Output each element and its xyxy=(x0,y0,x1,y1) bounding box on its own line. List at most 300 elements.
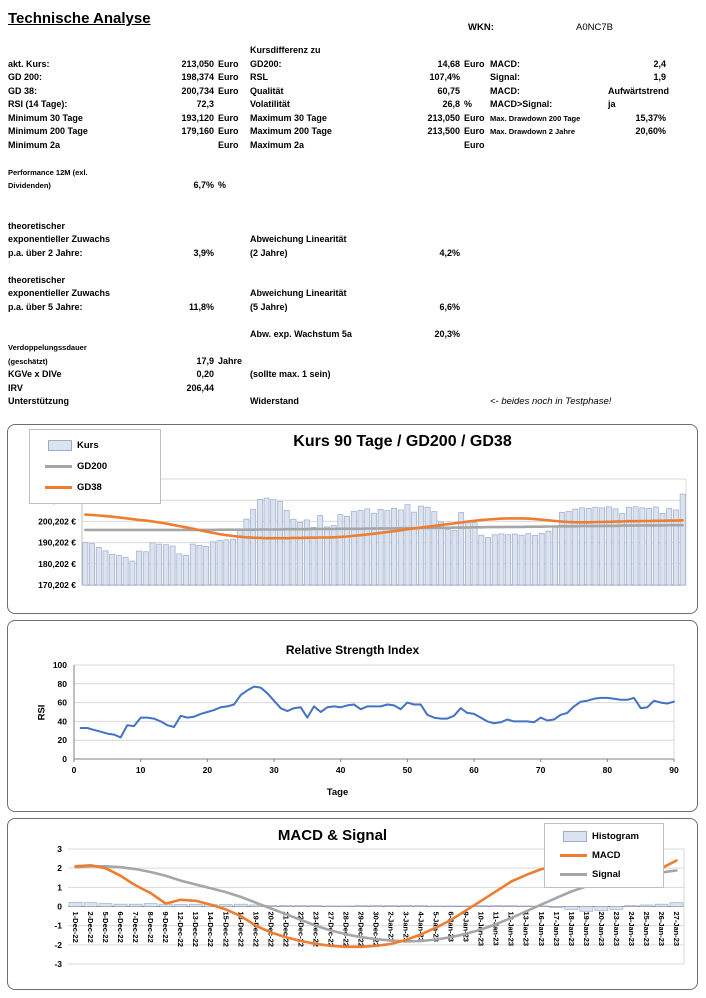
stats-row xyxy=(8,355,704,369)
stats-cell xyxy=(460,193,490,207)
y-tick-label: 190,202 € xyxy=(38,537,76,548)
stats-cell xyxy=(608,166,666,180)
x-date-label: 21-Dec-22 xyxy=(281,911,291,947)
stats-cell xyxy=(460,85,490,99)
stats-cell xyxy=(608,206,666,220)
x-date-label: 25-Jan-23 xyxy=(641,911,651,947)
stats-cell: KGVe x DIVe xyxy=(8,369,62,379)
stats-cell xyxy=(214,206,250,220)
stats-cell: 72,3 xyxy=(196,99,214,109)
x-date-label: 28-Dec-22 xyxy=(341,911,351,947)
stats-row xyxy=(8,395,704,409)
stats-cell: p.a. über 5 Jahre: xyxy=(8,301,83,312)
x-date-label: 7-Dec-22 xyxy=(131,911,141,943)
legend-label: Histogram xyxy=(592,831,639,842)
stats-cell: GD 38: xyxy=(8,85,38,96)
macd-x-axis-labels xyxy=(71,912,681,947)
stats-cell xyxy=(158,287,214,301)
stats-cell xyxy=(396,166,460,180)
stats-cell xyxy=(158,328,214,342)
x-date-label: 2-Jan-23 xyxy=(386,911,396,942)
stats-cell xyxy=(250,274,396,288)
y-tick-label: 40 xyxy=(57,716,67,727)
y-tick-label: -3 xyxy=(54,959,62,969)
stats-cell xyxy=(250,341,396,355)
kurs-bar-swatch-icon xyxy=(48,440,72,451)
stats-cell xyxy=(158,260,214,274)
x-date-label: 13-Jan-23 xyxy=(521,911,531,947)
x-date-label: 30-Dec-22 xyxy=(371,911,381,947)
histogram-bars xyxy=(69,902,683,911)
stats-cell: GD 200: xyxy=(8,72,43,82)
stats-cell xyxy=(8,328,158,342)
stats-cell xyxy=(158,139,214,153)
stats-cell xyxy=(460,301,490,315)
stats-cell xyxy=(608,341,666,355)
stats-cell xyxy=(608,260,666,274)
stats-cell xyxy=(460,382,490,396)
stats-cell: Max. Drawdown 2 Jahre xyxy=(490,127,576,136)
stats-row xyxy=(8,206,704,220)
stats-row xyxy=(8,301,704,315)
stats-cell xyxy=(490,260,608,274)
stats-cell xyxy=(460,206,490,220)
x-tick-label: 40 xyxy=(335,765,346,775)
stats-cell xyxy=(490,314,608,328)
stats-row xyxy=(8,98,704,112)
y-tick-label: 100 xyxy=(52,660,67,670)
stats-cell: Euro xyxy=(464,126,485,136)
stats-cell xyxy=(460,220,490,234)
stats-cell: Widerstand xyxy=(250,396,299,406)
stats-cell: akt. Kurs: xyxy=(8,58,50,69)
stats-cell xyxy=(396,382,460,396)
stats-cell: (2 Jahre) xyxy=(250,247,288,258)
stats-cell xyxy=(250,193,396,207)
stats-cell xyxy=(396,233,460,247)
stats-cell: Jahre xyxy=(218,355,243,366)
macd-chart-panel xyxy=(7,818,698,990)
rsi-line xyxy=(81,687,674,738)
stats-cell xyxy=(608,301,666,315)
stats-cell xyxy=(396,355,460,369)
stats-cell: 60,75 xyxy=(437,85,460,96)
stats-cell xyxy=(490,166,608,180)
macd-legend xyxy=(544,823,664,888)
gd200-line-swatch-icon xyxy=(45,465,72,468)
stats-cell: Performance 12M (exl. xyxy=(8,167,88,177)
x-date-label: 16-Jan-23 xyxy=(536,911,546,947)
x-date-label: 24-Jan-23 xyxy=(626,911,636,947)
stats-cell: Abweichung Linearität xyxy=(250,234,347,244)
stats-cell xyxy=(490,287,608,301)
stats-cell: Minimum 30 Tage xyxy=(8,112,83,123)
stats-cell xyxy=(214,314,250,328)
stats-cell xyxy=(396,395,460,409)
stats-cell: Minimum 200 Tage xyxy=(8,126,88,136)
y-tick-label: 200,202 € xyxy=(38,516,76,527)
x-date-label: 18-Jan-23 xyxy=(566,911,576,947)
stats-row xyxy=(8,368,704,382)
stats-cell xyxy=(8,193,158,207)
stats-cell xyxy=(158,341,214,355)
stats-cell xyxy=(608,193,666,207)
x-date-label: 23-Jan-23 xyxy=(611,911,621,947)
kurs-legend xyxy=(29,429,161,504)
stats-row xyxy=(8,193,704,207)
page-title: Technische Analyse xyxy=(8,10,151,27)
x-tick-label: 0 xyxy=(71,765,77,775)
stats-cell: Max. Drawdown 200 Tage xyxy=(490,113,581,123)
stats-cell: 6,6% xyxy=(439,301,460,312)
stats-cell: 200,734 xyxy=(181,85,214,96)
stats-cell: 206,44 xyxy=(186,382,214,393)
stats-cell xyxy=(608,274,666,288)
stats-cell xyxy=(608,139,666,153)
stats-cell xyxy=(214,301,250,315)
stats-cell: Euro xyxy=(218,112,239,123)
stats-cell xyxy=(490,220,608,234)
y-tick-label: -2 xyxy=(54,939,62,950)
gd38-line-swatch-icon xyxy=(45,486,72,489)
stats-cell: Signal: xyxy=(490,72,521,82)
x-tick-label: 60 xyxy=(469,765,479,775)
stats-cell xyxy=(158,314,214,328)
legend-item-kurs xyxy=(34,435,156,456)
stats-cell xyxy=(460,395,490,409)
kurs-chart-panel xyxy=(7,424,698,614)
stats-row xyxy=(8,260,704,274)
stats-cell: 15,37% xyxy=(635,112,666,123)
stats-cell: GD200: xyxy=(250,58,282,69)
stats-row xyxy=(8,125,704,139)
stats-cell xyxy=(608,355,666,369)
x-date-label: 19-Dec-22 xyxy=(251,911,261,947)
stats-row xyxy=(8,328,704,342)
stats-row xyxy=(8,85,704,99)
x-date-label: 9-Jan-23 xyxy=(461,911,471,942)
stats-cell xyxy=(396,314,460,328)
stats-cell xyxy=(250,260,396,274)
stats-cell: exponentieller Zuwachs xyxy=(8,234,111,244)
x-date-label: 10-Jan-23 xyxy=(476,911,486,947)
x-tick-label: 80 xyxy=(602,765,613,775)
y-tick-label: 3 xyxy=(57,844,62,854)
x-tick-label: 10 xyxy=(135,765,146,775)
stats-cell: 198,374 xyxy=(181,72,214,82)
stats-cell xyxy=(214,233,250,247)
x-tick-label: 70 xyxy=(535,765,546,775)
stats-cell xyxy=(396,206,460,220)
stats-cell: Verdoppelungssdauer xyxy=(8,343,87,352)
y-tick-label: 1 xyxy=(57,882,62,893)
stats-cell xyxy=(608,247,666,261)
stats-cell xyxy=(8,260,158,274)
stats-cell xyxy=(8,152,158,166)
stats-cell xyxy=(214,368,250,382)
x-tick-label: 20 xyxy=(202,765,213,775)
stats-cell xyxy=(250,355,396,369)
stats-cell: Aufwärtstrend xyxy=(608,85,670,96)
stats-cell xyxy=(250,206,396,220)
y-tick-label: 0 xyxy=(62,754,67,764)
stats-cell xyxy=(608,44,666,58)
stats-cell xyxy=(396,341,460,355)
stats-cell: 213,050 xyxy=(427,112,460,123)
stats-cell xyxy=(214,220,250,234)
stats-cell xyxy=(250,382,396,396)
stats-cell: exponentieller Zuwachs xyxy=(8,288,111,298)
stats-cell xyxy=(250,220,396,234)
stats-cell xyxy=(608,179,666,193)
stats-cell xyxy=(608,287,666,301)
stats-cell: ja xyxy=(608,99,616,109)
stats-row xyxy=(8,287,704,301)
stats-cell: 6,7% xyxy=(193,180,214,190)
stats-cell xyxy=(158,220,214,234)
stats-cell: Euro xyxy=(218,126,239,136)
stats-cell: Abw. exp. Wachstum 5a xyxy=(250,328,352,339)
stats-cell xyxy=(490,179,608,193)
stats-cell: Euro xyxy=(464,139,485,150)
stats-cell: 3,9% xyxy=(193,247,214,258)
stats-cell: (5 Jahre) xyxy=(250,301,288,312)
stats-cell: 0,20 xyxy=(196,369,214,379)
stats-cell: 213,050 xyxy=(181,58,214,69)
stats-cell: MACD: xyxy=(490,58,520,69)
stats-cell xyxy=(460,314,490,328)
x-date-label: 12-Dec-22 xyxy=(176,911,186,947)
x-date-label: 4-Jan-23 xyxy=(416,911,426,942)
stats-cell xyxy=(608,233,666,247)
stats-cell xyxy=(490,193,608,207)
stats-row xyxy=(8,220,704,234)
stats-cell xyxy=(214,166,250,180)
x-tick-label: 50 xyxy=(402,765,413,775)
stats-cell xyxy=(490,233,608,247)
stats-row xyxy=(8,152,704,166)
wkn-label: WKN: xyxy=(468,22,494,33)
stats-row xyxy=(8,274,704,288)
stats-cell: Euro xyxy=(464,58,485,69)
stats-row xyxy=(8,247,704,261)
stats-cell xyxy=(214,341,250,355)
x-date-label: 6-Jan-23 xyxy=(446,911,456,942)
macd-line-swatch-icon xyxy=(560,854,587,857)
stats-cell: Unterstützung xyxy=(8,396,69,406)
stats-cell xyxy=(250,152,396,166)
legend-item-macd xyxy=(549,846,659,865)
stats-cell xyxy=(396,152,460,166)
stats-row xyxy=(8,166,704,180)
x-date-label: 17-Jan-23 xyxy=(551,911,561,947)
x-date-label: 29-Dec-22 xyxy=(356,911,366,947)
stats-cell: 4,2% xyxy=(439,247,460,258)
stats-cell xyxy=(490,44,608,58)
stats-cell xyxy=(214,395,250,409)
y-tick-label: 0 xyxy=(57,901,62,912)
legend-label: GD38 xyxy=(77,482,102,493)
stats-cell xyxy=(396,287,460,301)
stats-cell xyxy=(214,260,250,274)
stats-cell xyxy=(490,328,608,342)
stats-row xyxy=(8,44,704,58)
stats-cell xyxy=(490,382,608,396)
x-date-label: 5-Jan-23 xyxy=(431,911,441,942)
stats-cell xyxy=(8,314,158,328)
stats-row xyxy=(8,112,704,126)
y-tick-label: 2 xyxy=(57,863,62,874)
x-date-label: 1-Dec-22 xyxy=(71,911,81,943)
x-date-label: 2-Dec-22 xyxy=(86,911,96,943)
rsi-y-axis-label: RSI xyxy=(36,704,48,721)
rsi-x-axis-label: Tage xyxy=(326,787,349,798)
stats-cell: <- beides noch in Testphase! xyxy=(490,396,612,407)
stats-cell: (sollte max. 1 sein) xyxy=(250,369,331,379)
rsi-x-axis xyxy=(72,759,679,775)
x-date-label: 12-Jan-23 xyxy=(506,911,516,947)
stats-sheet xyxy=(8,44,704,409)
stats-cell: Minimum 2a xyxy=(8,139,61,150)
signal-line-swatch-icon xyxy=(560,873,587,876)
stats-row xyxy=(8,314,704,328)
rsi-gridlines xyxy=(53,660,674,764)
stats-cell xyxy=(608,395,666,409)
stats-cell xyxy=(460,152,490,166)
rsi-chart-title: Relative Strength Index xyxy=(285,643,420,657)
x-date-label: 14-Dec-22 xyxy=(206,911,216,947)
stats-cell xyxy=(250,166,396,180)
y-tick-label: 170,202 € xyxy=(38,580,76,590)
stats-cell xyxy=(158,193,214,207)
stats-cell: Volatilität xyxy=(250,99,290,109)
histogram-bar-swatch-icon xyxy=(563,831,587,842)
stats-cell xyxy=(460,287,490,301)
stats-cell: Euro xyxy=(218,139,239,150)
stats-cell: 2,4 xyxy=(653,58,666,69)
stats-cell xyxy=(8,44,158,58)
stats-cell: 17,9 xyxy=(196,355,214,366)
legend-label: MACD xyxy=(592,850,621,861)
stats-row xyxy=(8,139,704,153)
macd-chart-title: MACD & Signal xyxy=(277,827,388,844)
stats-cell xyxy=(214,44,250,58)
stats-cell xyxy=(158,166,214,180)
legend-item-signal xyxy=(549,865,659,884)
stats-row xyxy=(8,233,704,247)
stats-cell: MACD>Signal: xyxy=(490,99,553,109)
x-date-label: 23-Dec-22 xyxy=(311,911,321,947)
stats-cell xyxy=(460,328,490,342)
stats-cell xyxy=(158,274,214,288)
stats-cell xyxy=(396,274,460,288)
stats-cell xyxy=(490,355,608,369)
stats-cell xyxy=(460,233,490,247)
stats-cell xyxy=(250,179,396,193)
y-tick-label: 60 xyxy=(57,697,67,708)
stats-cell xyxy=(490,368,608,382)
stats-cell xyxy=(158,395,214,409)
stats-cell: 20,60% xyxy=(635,126,666,136)
stats-cell: Qualität xyxy=(250,85,284,96)
y-tick-label: -1 xyxy=(54,920,62,931)
x-date-label: 16-Dec-22 xyxy=(236,911,246,947)
stats-cell: Euro xyxy=(218,85,239,96)
stats-row xyxy=(8,71,704,85)
stats-cell xyxy=(490,152,608,166)
stats-cell xyxy=(460,274,490,288)
stats-cell xyxy=(460,260,490,274)
stats-row xyxy=(8,58,704,72)
legend-item-gd38 xyxy=(34,477,156,498)
stats-cell xyxy=(490,274,608,288)
x-date-label: 26-Jan-23 xyxy=(656,911,666,947)
x-date-label: 20-Dec-22 xyxy=(266,911,276,947)
stats-cell xyxy=(608,368,666,382)
legend-label: Signal xyxy=(592,869,621,880)
stats-cell xyxy=(396,220,460,234)
stats-cell xyxy=(490,247,608,261)
x-tick-label: 30 xyxy=(269,765,279,775)
stats-row xyxy=(8,179,704,193)
wkn-value: A0NC7B xyxy=(576,22,613,33)
stats-cell: % xyxy=(218,180,227,190)
stats-cell xyxy=(490,206,608,220)
stats-cell xyxy=(214,287,250,301)
stats-cell xyxy=(396,193,460,207)
stats-cell xyxy=(158,233,214,247)
stats-cell: 14,68 xyxy=(437,58,460,69)
x-tick-label: 90 xyxy=(669,765,679,775)
stats-cell xyxy=(608,220,666,234)
stats-cell xyxy=(608,314,666,328)
stats-cell: 179,160 xyxy=(181,126,214,136)
stats-cell: Euro xyxy=(218,58,239,69)
stats-cell xyxy=(214,328,250,342)
legend-item-gd200 xyxy=(34,456,156,477)
stats-cell xyxy=(460,368,490,382)
stats-cell: Maximum 30 Tage xyxy=(250,112,327,123)
stats-cell: 107,4% xyxy=(429,72,460,82)
stats-cell: 193,120 xyxy=(181,112,214,123)
stats-cell xyxy=(460,247,490,261)
stats-cell xyxy=(460,166,490,180)
stats-cell: Euro xyxy=(464,112,485,123)
stats-cell xyxy=(460,71,490,85)
stats-cell: Kursdifferenz zu xyxy=(250,45,321,55)
stats-cell xyxy=(608,328,666,342)
stats-cell: theoretischer xyxy=(8,220,66,231)
x-date-label: 13-Dec-22 xyxy=(191,911,201,947)
stats-cell: 26,8 xyxy=(442,99,460,109)
stats-cell xyxy=(214,382,250,396)
x-date-label: 22-Dec-22 xyxy=(296,911,306,947)
stats-cell: RSL xyxy=(250,72,268,82)
stats-cell xyxy=(158,206,214,220)
stats-row xyxy=(8,382,704,396)
x-date-label: 19-Jan-23 xyxy=(581,911,591,947)
y-tick-label: 80 xyxy=(57,678,67,689)
stats-cell: theoretischer xyxy=(8,274,66,285)
x-date-label: 5-Dec-22 xyxy=(101,911,111,943)
x-date-label: 8-Dec-22 xyxy=(146,911,156,943)
stats-cell xyxy=(490,301,608,315)
stats-row xyxy=(8,341,704,355)
stats-cell xyxy=(396,44,460,58)
stats-cell: Maximum 2a xyxy=(250,139,305,150)
stats-cell xyxy=(158,152,214,166)
stats-cell xyxy=(460,341,490,355)
